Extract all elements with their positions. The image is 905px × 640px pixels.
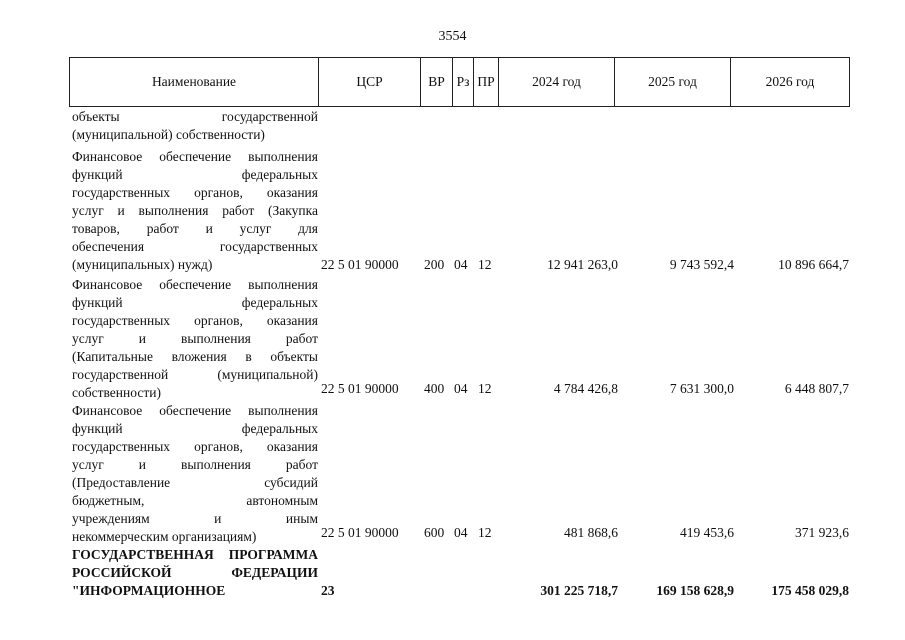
row-name-line: услуг и выполнения работ — [72, 331, 318, 346]
row-2026: 175 458 029,8 — [771, 583, 849, 598]
row-pr: 12 — [478, 381, 492, 396]
row-name-line: бюджетным, автономным — [72, 493, 318, 508]
row-2024: 481 868,6 — [564, 525, 618, 540]
header-name: Наименование — [70, 58, 319, 107]
row-name-line: "ИНФОРМАЦИОННОЕ — [72, 583, 226, 598]
row-name-line: Финансовое обеспечение выполнения — [72, 149, 318, 164]
table-header — [69, 57, 850, 107]
row-name-line: некоммерческим организациям) — [72, 529, 257, 544]
row-name-line: товаров, работ и услуг для — [72, 221, 318, 236]
row-vr: 600 — [424, 525, 445, 540]
row-2025: 169 158 628,9 — [656, 583, 734, 598]
header-2026: 2026 год — [731, 58, 850, 107]
row-name-line: функций федеральных — [72, 295, 318, 310]
row-2025: 419 453,6 — [680, 525, 734, 540]
row-rz: 04 — [454, 525, 468, 540]
row-name-line: Финансовое обеспечение выполнения — [72, 403, 318, 418]
row-name-line: (Предоставление субсидий — [72, 475, 318, 490]
row-name-line: ГОСУДАРСТВЕННАЯ ПРОГРАММА — [72, 547, 318, 562]
row-name-line: учреждениям и иным — [72, 511, 318, 526]
row-2025: 9 743 592,4 — [669, 257, 734, 272]
row-name-line: услуг и выполнения работ (Закупка — [72, 203, 318, 218]
row-vr: 400 — [424, 381, 445, 396]
row-pr: 12 — [478, 525, 492, 540]
row-2024: 12 941 263,0 — [547, 257, 618, 272]
header-vr: ВР — [421, 58, 453, 107]
header-pr: ПР — [474, 58, 499, 107]
row-rz: 04 — [454, 381, 468, 396]
row-name-line: функций федеральных — [72, 167, 318, 182]
row-rz: 04 — [454, 257, 468, 272]
row-name — [72, 148, 318, 274]
row-name — [72, 402, 318, 546]
row-name-line: государственных органов, оказания — [72, 185, 318, 200]
row-name — [72, 546, 318, 600]
row-2026: 6 448 807,7 — [784, 381, 849, 396]
row-name-line: услуг и выполнения работ — [72, 457, 318, 472]
row-name — [72, 108, 318, 144]
page-number: 3554 — [438, 29, 467, 44]
header-2025: 2025 год — [615, 58, 731, 107]
header-2024: 2024 год — [499, 58, 615, 107]
header-rz: Рз — [453, 58, 474, 107]
row-name-line: РОССИЙСКОЙ ФЕДЕРАЦИИ — [72, 565, 318, 580]
row-name-line: государственной (муниципальной) — [72, 367, 318, 382]
row-2026: 10 896 664,7 — [778, 257, 849, 272]
row-vr: 200 — [424, 257, 445, 272]
row-2024: 301 225 718,7 — [540, 583, 618, 598]
row-name — [72, 276, 318, 402]
row-2025: 7 631 300,0 — [669, 381, 734, 396]
header-csr: ЦСР — [319, 58, 421, 107]
row-name-line: государственных органов, оказания — [72, 313, 318, 328]
row-2024: 4 784 426,8 — [553, 381, 618, 396]
row-name-line: объекты государственной — [72, 109, 318, 124]
row-name-line: Финансовое обеспечение выполнения — [72, 277, 318, 292]
row-name-line: (Капитальные вложения в объекты — [72, 349, 318, 364]
row-name-line: обеспечения государственных — [72, 239, 318, 254]
row-name-line: функций федеральных — [72, 421, 318, 436]
row-name-line: государственных органов, оказания — [72, 439, 318, 454]
row-csr: 22 5 01 90000 — [321, 381, 399, 396]
row-2026: 371 923,6 — [795, 525, 849, 540]
row-csr: 22 5 01 90000 — [321, 525, 399, 540]
row-pr: 12 — [478, 257, 492, 272]
row-name-line: собственности) — [72, 385, 161, 400]
row-csr: 22 5 01 90000 — [321, 257, 399, 272]
row-csr: 23 — [321, 583, 335, 598]
row-name-line: (муниципальных) нужд) — [72, 257, 213, 272]
row-name-line: (муниципальной) собственности) — [72, 127, 265, 142]
